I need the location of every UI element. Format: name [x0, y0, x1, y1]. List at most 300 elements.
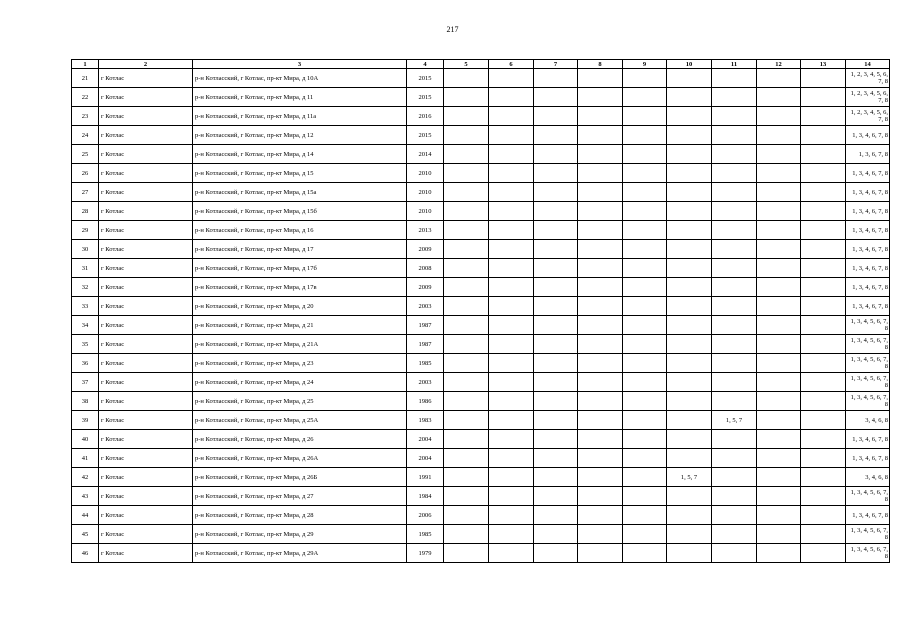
col9-cell	[623, 354, 667, 373]
col5-cell	[444, 316, 489, 335]
col10-cell	[667, 69, 712, 88]
col14-cell: 1, 3, 4, 5, 6, 7, 8	[846, 335, 890, 354]
col13-cell	[801, 259, 846, 278]
col13-cell	[801, 145, 846, 164]
row-number-cell: 46	[72, 544, 99, 563]
address-cell: р-н Котласский, г Котлас, пр-кт Мира, д 25А	[193, 411, 407, 430]
column-header-5: 5	[444, 60, 489, 69]
row-number-cell: 39	[72, 411, 99, 430]
col9-cell	[623, 373, 667, 392]
table-row	[72, 487, 890, 506]
table-row	[72, 240, 890, 259]
col13-cell	[801, 316, 846, 335]
col11-cell	[712, 107, 757, 126]
city-cell: г Котлас	[99, 487, 193, 506]
address-cell: р-н Котласский, г Котлас, пр-кт Мира, д 27	[193, 487, 407, 506]
col7-cell	[534, 373, 578, 392]
col6-cell	[489, 259, 534, 278]
col9-cell	[623, 525, 667, 544]
col8-cell	[578, 221, 623, 240]
address-cell: р-н Котласский, г Котлас, пр-кт Мира, д 25	[193, 392, 407, 411]
year-cell: 2008	[407, 259, 444, 278]
table-row	[72, 278, 890, 297]
table-row	[72, 69, 890, 88]
address-cell: р-н Котласский, г Котлас, пр-кт Мира, д 12	[193, 126, 407, 145]
table-row	[72, 126, 890, 145]
col14-cell: 1, 3, 4, 5, 6, 7, 8	[846, 544, 890, 563]
col7-cell	[534, 107, 578, 126]
col14-cell: 1, 2, 3, 4, 5, 6, 7, 8	[846, 88, 890, 107]
col10-cell	[667, 316, 712, 335]
col6-cell	[489, 392, 534, 411]
row-number-cell: 42	[72, 468, 99, 487]
col7-cell	[534, 430, 578, 449]
col12-cell	[757, 278, 801, 297]
table-row	[72, 392, 890, 411]
row-number-cell: 37	[72, 373, 99, 392]
col8-cell	[578, 449, 623, 468]
year-cell: 2010	[407, 183, 444, 202]
address-cell: р-н Котласский, г Котлас, пр-кт Мира, д 15	[193, 164, 407, 183]
col13-cell	[801, 278, 846, 297]
table-row	[72, 88, 890, 107]
col11-cell	[712, 354, 757, 373]
col13-cell	[801, 506, 846, 525]
col5-cell	[444, 468, 489, 487]
col5-cell	[444, 145, 489, 164]
col13-cell	[801, 240, 846, 259]
col6-cell	[489, 449, 534, 468]
col10-cell	[667, 525, 712, 544]
col5-cell	[444, 259, 489, 278]
col7-cell	[534, 316, 578, 335]
city-cell: г Котлас	[99, 316, 193, 335]
col11-cell	[712, 69, 757, 88]
col12-cell	[757, 525, 801, 544]
col6-cell	[489, 316, 534, 335]
city-cell: г Котлас	[99, 88, 193, 107]
col7-cell	[534, 126, 578, 145]
col12-cell	[757, 449, 801, 468]
city-cell: г Котлас	[99, 354, 193, 373]
col5-cell	[444, 487, 489, 506]
col11-cell	[712, 240, 757, 259]
header-row	[72, 60, 890, 69]
col12-cell	[757, 316, 801, 335]
col10-cell	[667, 506, 712, 525]
col10-cell	[667, 164, 712, 183]
col9-cell	[623, 487, 667, 506]
table-row	[72, 221, 890, 240]
row-number-cell: 41	[72, 449, 99, 468]
col13-cell	[801, 183, 846, 202]
col7-cell	[534, 544, 578, 563]
col11-cell	[712, 316, 757, 335]
col13-cell	[801, 468, 846, 487]
col12-cell	[757, 107, 801, 126]
year-cell: 2003	[407, 373, 444, 392]
address-cell: р-н Котласский, г Котлас, пр-кт Мира, д 29	[193, 525, 407, 544]
col6-cell	[489, 221, 534, 240]
col9-cell	[623, 259, 667, 278]
col6-cell	[489, 430, 534, 449]
col7-cell	[534, 69, 578, 88]
col6-cell	[489, 145, 534, 164]
col10-cell: 1, 5, 7	[667, 468, 712, 487]
col9-cell	[623, 278, 667, 297]
col14-cell: 1, 3, 4, 6, 7, 8	[846, 449, 890, 468]
col8-cell	[578, 335, 623, 354]
city-cell: г Котлас	[99, 525, 193, 544]
col12-cell	[757, 373, 801, 392]
city-cell: г Котлас	[99, 164, 193, 183]
col11-cell	[712, 126, 757, 145]
column-header-8: 8	[578, 60, 623, 69]
year-cell: 1985	[407, 525, 444, 544]
col10-cell	[667, 259, 712, 278]
row-number-cell: 43	[72, 487, 99, 506]
col7-cell	[534, 411, 578, 430]
col11-cell	[712, 259, 757, 278]
table-row	[72, 145, 890, 164]
col14-cell: 1, 3, 4, 5, 6, 7, 8	[846, 525, 890, 544]
col7-cell	[534, 88, 578, 107]
col12-cell	[757, 297, 801, 316]
col14-cell: 1, 3, 4, 6, 7, 8	[846, 126, 890, 145]
col8-cell	[578, 411, 623, 430]
col8-cell	[578, 202, 623, 221]
col6-cell	[489, 183, 534, 202]
col7-cell	[534, 183, 578, 202]
col10-cell	[667, 449, 712, 468]
col6-cell	[489, 240, 534, 259]
col13-cell	[801, 297, 846, 316]
year-cell: 2004	[407, 449, 444, 468]
col9-cell	[623, 468, 667, 487]
col5-cell	[444, 544, 489, 563]
table-row	[72, 202, 890, 221]
col13-cell	[801, 544, 846, 563]
col5-cell	[444, 354, 489, 373]
row-number-cell: 24	[72, 126, 99, 145]
year-cell: 2015	[407, 69, 444, 88]
col7-cell	[534, 506, 578, 525]
col7-cell	[534, 240, 578, 259]
col11-cell	[712, 297, 757, 316]
col7-cell	[534, 297, 578, 316]
col10-cell	[667, 411, 712, 430]
col10-cell	[667, 183, 712, 202]
city-cell: г Котлас	[99, 202, 193, 221]
year-cell: 2015	[407, 126, 444, 145]
city-cell: г Котлас	[99, 335, 193, 354]
col8-cell	[578, 506, 623, 525]
row-number-cell: 21	[72, 69, 99, 88]
row-number-cell: 44	[72, 506, 99, 525]
col14-cell: 1, 3, 4, 6, 7, 8	[846, 164, 890, 183]
column-header-11: 11	[712, 60, 757, 69]
col11-cell	[712, 544, 757, 563]
col6-cell	[489, 335, 534, 354]
row-number-cell: 38	[72, 392, 99, 411]
col12-cell	[757, 221, 801, 240]
row-number-cell: 40	[72, 430, 99, 449]
column-header-4: 4	[407, 60, 444, 69]
year-cell: 1985	[407, 354, 444, 373]
table-row	[72, 335, 890, 354]
row-number-cell: 29	[72, 221, 99, 240]
year-cell: 1987	[407, 335, 444, 354]
year-cell: 1984	[407, 487, 444, 506]
city-cell: г Котлас	[99, 544, 193, 563]
col8-cell	[578, 240, 623, 259]
col9-cell	[623, 335, 667, 354]
col10-cell	[667, 240, 712, 259]
address-cell: р-н Котласский, г Котлас, пр-кт Мира, д 17в	[193, 278, 407, 297]
row-number-cell: 31	[72, 259, 99, 278]
column-header-10: 10	[667, 60, 712, 69]
year-cell: 1983	[407, 411, 444, 430]
col9-cell	[623, 164, 667, 183]
city-cell: г Котлас	[99, 183, 193, 202]
col7-cell	[534, 392, 578, 411]
col10-cell	[667, 373, 712, 392]
column-header-13: 13	[801, 60, 846, 69]
row-number-cell: 35	[72, 335, 99, 354]
col9-cell	[623, 544, 667, 563]
col5-cell	[444, 164, 489, 183]
col5-cell	[444, 335, 489, 354]
col12-cell	[757, 354, 801, 373]
city-cell: г Котлас	[99, 449, 193, 468]
col5-cell	[444, 430, 489, 449]
row-number-cell: 22	[72, 88, 99, 107]
address-cell: р-н Котласский, г Котлас, пр-кт Мира, д 28	[193, 506, 407, 525]
col13-cell	[801, 107, 846, 126]
row-number-cell: 33	[72, 297, 99, 316]
table-row	[72, 297, 890, 316]
col9-cell	[623, 297, 667, 316]
col8-cell	[578, 183, 623, 202]
col12-cell	[757, 126, 801, 145]
address-cell: р-н Котласский, г Котлас, пр-кт Мира, д 24	[193, 373, 407, 392]
col7-cell	[534, 525, 578, 544]
year-cell: 2016	[407, 107, 444, 126]
row-number-cell: 28	[72, 202, 99, 221]
col12-cell	[757, 506, 801, 525]
row-number-cell: 26	[72, 164, 99, 183]
column-header-14: 14	[846, 60, 890, 69]
col9-cell	[623, 506, 667, 525]
address-cell: р-н Котласский, г Котлас, пр-кт Мира, д 26А	[193, 449, 407, 468]
col14-cell: 1, 2, 3, 4, 5, 6, 7, 8	[846, 69, 890, 88]
col8-cell	[578, 468, 623, 487]
col10-cell	[667, 278, 712, 297]
col9-cell	[623, 202, 667, 221]
col12-cell	[757, 202, 801, 221]
table-row	[72, 107, 890, 126]
col7-cell	[534, 354, 578, 373]
col7-cell	[534, 278, 578, 297]
col6-cell	[489, 126, 534, 145]
col7-cell	[534, 335, 578, 354]
col13-cell	[801, 487, 846, 506]
table-row	[72, 468, 890, 487]
col9-cell	[623, 449, 667, 468]
col5-cell	[444, 69, 489, 88]
col8-cell	[578, 145, 623, 164]
city-cell: г Котлас	[99, 411, 193, 430]
address-cell: р-н Котласский, г Котлас, пр-кт Мира, д 15б	[193, 202, 407, 221]
col5-cell	[444, 411, 489, 430]
col11-cell	[712, 525, 757, 544]
address-cell: р-н Котласский, г Котлас, пр-кт Мира, д 17	[193, 240, 407, 259]
city-cell: г Котлас	[99, 392, 193, 411]
table-row	[72, 164, 890, 183]
table-row	[72, 544, 890, 563]
col12-cell	[757, 468, 801, 487]
address-cell: р-н Котласский, г Котлас, пр-кт Мира, д 21А	[193, 335, 407, 354]
col13-cell	[801, 69, 846, 88]
col6-cell	[489, 107, 534, 126]
col8-cell	[578, 259, 623, 278]
city-cell: г Котлас	[99, 468, 193, 487]
year-cell: 2009	[407, 278, 444, 297]
col13-cell	[801, 411, 846, 430]
col12-cell	[757, 240, 801, 259]
col7-cell	[534, 145, 578, 164]
col5-cell	[444, 240, 489, 259]
col11-cell	[712, 430, 757, 449]
col7-cell	[534, 259, 578, 278]
city-cell: г Котлас	[99, 107, 193, 126]
col11-cell	[712, 145, 757, 164]
col8-cell	[578, 69, 623, 88]
col5-cell	[444, 126, 489, 145]
col12-cell	[757, 259, 801, 278]
col10-cell	[667, 354, 712, 373]
city-cell: г Котлас	[99, 240, 193, 259]
address-cell: р-н Котласский, г Котлас, пр-кт Мира, д 26Б	[193, 468, 407, 487]
col13-cell	[801, 430, 846, 449]
column-header-3: 3	[193, 60, 407, 69]
col6-cell	[489, 297, 534, 316]
col9-cell	[623, 240, 667, 259]
col12-cell	[757, 88, 801, 107]
col8-cell	[578, 107, 623, 126]
column-header-2: 2	[99, 60, 193, 69]
col12-cell	[757, 544, 801, 563]
col6-cell	[489, 69, 534, 88]
year-cell: 1991	[407, 468, 444, 487]
table-row	[72, 259, 890, 278]
col13-cell	[801, 354, 846, 373]
col9-cell	[623, 221, 667, 240]
col12-cell	[757, 69, 801, 88]
col11-cell	[712, 164, 757, 183]
col10-cell	[667, 145, 712, 164]
col9-cell	[623, 107, 667, 126]
col10-cell	[667, 297, 712, 316]
col7-cell	[534, 449, 578, 468]
col7-cell	[534, 202, 578, 221]
city-cell: г Котлас	[99, 126, 193, 145]
col5-cell	[444, 183, 489, 202]
register-table	[71, 59, 890, 563]
col14-cell: 1, 3, 4, 5, 6, 7, 8	[846, 354, 890, 373]
year-cell: 1986	[407, 392, 444, 411]
col12-cell	[757, 487, 801, 506]
col14-cell: 1, 3, 4, 6, 7, 8	[846, 278, 890, 297]
column-header-7: 7	[534, 60, 578, 69]
col9-cell	[623, 69, 667, 88]
col8-cell	[578, 126, 623, 145]
col14-cell: 3, 4, 6, 8	[846, 468, 890, 487]
col6-cell	[489, 468, 534, 487]
col14-cell: 1, 3, 4, 5, 6, 7, 8	[846, 316, 890, 335]
table-body	[72, 69, 890, 563]
address-cell: р-н Котласский, г Котлас, пр-кт Мира, д 29А	[193, 544, 407, 563]
col5-cell	[444, 392, 489, 411]
address-cell: р-н Котласский, г Котлас, пр-кт Мира, д 26	[193, 430, 407, 449]
col8-cell	[578, 525, 623, 544]
year-cell: 2010	[407, 164, 444, 183]
col12-cell	[757, 430, 801, 449]
col10-cell	[667, 221, 712, 240]
col14-cell: 1, 3, 4, 6, 7, 8	[846, 506, 890, 525]
table-row	[72, 183, 890, 202]
col14-cell: 1, 3, 6, 7, 8	[846, 145, 890, 164]
table-row	[72, 354, 890, 373]
col6-cell	[489, 411, 534, 430]
address-cell: р-н Котласский, г Котлас, пр-кт Мира, д 20	[193, 297, 407, 316]
col6-cell	[489, 525, 534, 544]
row-number-cell: 45	[72, 525, 99, 544]
col9-cell	[623, 126, 667, 145]
col11-cell	[712, 449, 757, 468]
col13-cell	[801, 221, 846, 240]
col8-cell	[578, 297, 623, 316]
year-cell: 2013	[407, 221, 444, 240]
col5-cell	[444, 506, 489, 525]
row-number-cell: 23	[72, 107, 99, 126]
col11-cell	[712, 506, 757, 525]
col9-cell	[623, 411, 667, 430]
col10-cell	[667, 487, 712, 506]
col12-cell	[757, 411, 801, 430]
col14-cell: 1, 3, 4, 6, 7, 8	[846, 430, 890, 449]
col13-cell	[801, 335, 846, 354]
col13-cell	[801, 525, 846, 544]
col11-cell	[712, 335, 757, 354]
year-cell: 1979	[407, 544, 444, 563]
col14-cell: 3, 4, 6, 8	[846, 411, 890, 430]
col13-cell	[801, 164, 846, 183]
col13-cell	[801, 88, 846, 107]
row-number-cell: 25	[72, 145, 99, 164]
column-header-12: 12	[757, 60, 801, 69]
city-cell: г Котлас	[99, 278, 193, 297]
col5-cell	[444, 278, 489, 297]
year-cell: 2006	[407, 506, 444, 525]
col13-cell	[801, 126, 846, 145]
col13-cell	[801, 392, 846, 411]
col6-cell	[489, 202, 534, 221]
col8-cell	[578, 487, 623, 506]
page-number: 217	[446, 25, 459, 34]
year-cell: 2014	[407, 145, 444, 164]
col8-cell	[578, 373, 623, 392]
